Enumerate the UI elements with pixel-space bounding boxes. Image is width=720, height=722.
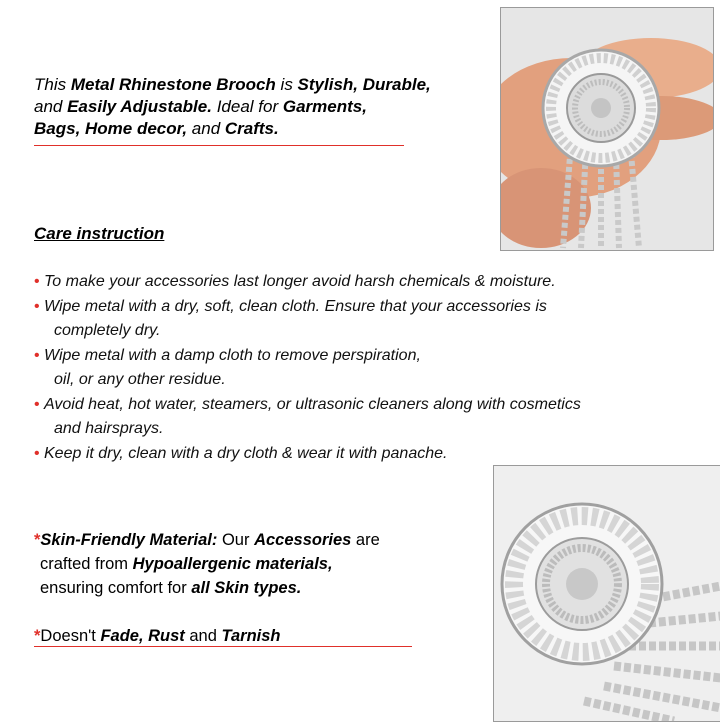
product-photo-closeup [493, 465, 720, 722]
care-item-text-continued: oil, or any other residue. [54, 371, 226, 388]
bullet-icon: • [34, 395, 40, 413]
fade-text-2: and [184, 627, 222, 645]
care-list [34, 270, 674, 466]
durability-note [34, 625, 280, 647]
asterisk-icon: * [34, 627, 41, 645]
care-item [34, 442, 674, 467]
care-item [34, 295, 674, 344]
care-item-text: Wipe metal with a damp cloth to remove perspiration, [44, 346, 421, 364]
fade-feature-2: Tarnish [221, 627, 281, 645]
care-item-text-continued: and hairsprays. [54, 420, 164, 437]
care-item [34, 344, 674, 393]
intro-product-name: Metal Rhinestone Brooch [70, 75, 276, 94]
skin-material: Hypoallergenic materials, [132, 555, 333, 573]
intro-text [34, 74, 504, 140]
care-item [34, 393, 674, 442]
durability-divider [34, 646, 412, 647]
skin-friendly-title: Skin-Friendly Material: [40, 531, 218, 549]
care-heading: Care instruction [34, 224, 165, 243]
skin-text-2: are [351, 531, 380, 549]
intro-use-2: Bags, Home decor, [34, 119, 188, 138]
fade-text-1: Doesn't [40, 627, 101, 645]
fade-feature-1: Fade, Rust [100, 627, 185, 645]
skin-text-4: ensuring comfort for [40, 579, 192, 597]
intro-use-1: Garments, [282, 97, 367, 116]
skin-accessories: Accessories [254, 531, 352, 549]
intro-text-4: Ideal for [211, 97, 283, 116]
care-item-text-continued: completely dry. [54, 322, 161, 339]
intro-use-3: Crafts. [224, 119, 279, 138]
bullet-icon: • [34, 444, 40, 462]
care-item [34, 270, 674, 295]
brooch-in-hand-image [501, 8, 713, 250]
intro-text-3: and [34, 97, 68, 116]
care-item-text: Avoid heat, hot water, steamers, or ultrasonic cleaners along with cosmetics [44, 395, 581, 413]
intro-text-5: and [187, 119, 225, 138]
product-photo-in-hand [500, 7, 714, 251]
bullet-icon: • [34, 346, 40, 364]
intro-divider [34, 145, 404, 146]
skin-friendly-note [34, 528, 474, 600]
skin-text-3: crafted from [40, 555, 133, 573]
intro-text-1: This [34, 75, 71, 94]
asterisk-icon: * [34, 531, 41, 549]
care-item-text: To make your accessories last longer avoid harsh chemicals & moisture. [44, 273, 556, 290]
care-item-text: Keep it dry, clean with a dry cloth & wear it with panache. [44, 444, 448, 462]
skin-text-1: Our [217, 531, 255, 549]
bullet-icon: • [34, 273, 40, 290]
bullet-icon: • [34, 297, 40, 315]
intro-feature-1: Stylish, Durable, [297, 75, 431, 94]
care-item-text: Wipe metal with a dry, soft, clean cloth. Ensure that your accessories is [44, 297, 547, 315]
intro-feature-2: Easily Adjustable. [67, 97, 212, 116]
brooch-closeup-image [494, 466, 720, 721]
skin-types: all Skin types. [191, 579, 302, 597]
intro-text-2: is [275, 75, 298, 94]
